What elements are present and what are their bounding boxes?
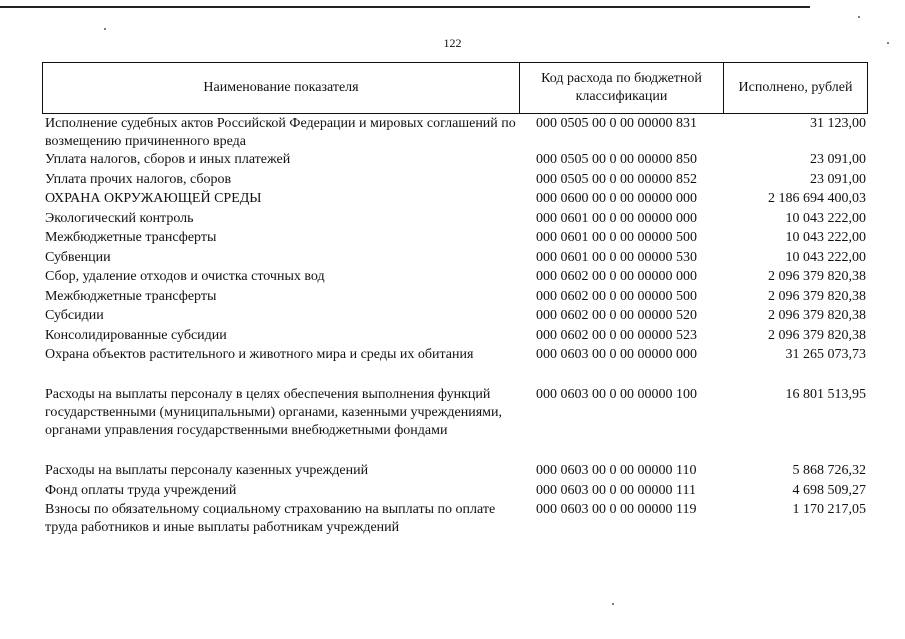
table-row xyxy=(0,171,905,190)
row-amount: 10 043 222,00 xyxy=(785,230,866,245)
row-amount: 2 096 379 820,38 xyxy=(768,289,866,304)
row-name: Охрана объектов растительного и животного мира и среды их обитания xyxy=(45,347,474,362)
header-code: Код расхода по бюджетной классификации xyxy=(520,63,724,113)
row-name: Уплата прочих налогов, сборов xyxy=(45,172,232,187)
table-row xyxy=(0,190,905,210)
scan-speck xyxy=(104,28,106,30)
row-name: ОХРАНА ОКРУЖАЮЩЕЙ СРЕДЫ xyxy=(45,191,262,206)
row-name: Субвенции xyxy=(45,250,111,265)
row-amount: 4 698 509,27 xyxy=(792,483,866,498)
row-amount: 16 801 513,95 xyxy=(785,387,866,402)
row-name: Расходы на выплаты персоналу казенных учреждений xyxy=(45,463,369,478)
table-row xyxy=(0,249,905,268)
row-amount: 2 096 379 820,38 xyxy=(768,308,866,323)
row-code: 000 0601 00 0 00 00000 500 xyxy=(536,230,697,245)
table-row xyxy=(0,115,905,151)
row-code: 000 0600 00 0 00 00000 000 xyxy=(536,191,697,206)
row-code: 000 0602 00 0 00 00000 000 xyxy=(536,269,697,284)
row-code: 000 0505 00 0 00 00000 831 xyxy=(536,116,697,131)
table-row xyxy=(0,482,905,501)
scan-speck xyxy=(858,16,860,18)
row-code: 000 0602 00 0 00 00000 500 xyxy=(536,289,697,304)
row-code: 000 0603 00 0 00 00000 119 xyxy=(536,502,697,517)
row-name: Уплата налогов, сборов и иных платежей xyxy=(45,152,291,167)
scan-speck xyxy=(612,603,614,605)
row-name: Фонд оплаты труда учреждений xyxy=(45,483,237,498)
table-row xyxy=(0,501,905,539)
top-border-line xyxy=(0,6,810,8)
row-amount: 31 265 073,73 xyxy=(785,347,866,362)
table-header xyxy=(42,62,868,114)
row-code: 000 0505 00 0 00 00000 850 xyxy=(536,152,697,167)
table-row xyxy=(0,462,905,482)
row-amount: 31 123,00 xyxy=(810,116,866,131)
row-name: Исполнение судебных актов Российской Федерации и мировых соглашений по возмещению причиненного вреда xyxy=(45,116,516,149)
row-amount: 2 186 694 400,03 xyxy=(768,191,866,206)
row-amount: 2 096 379 820,38 xyxy=(768,328,866,343)
row-name: Консолидированные субсидии xyxy=(45,328,227,343)
row-name: Сбор, удаление отходов и очистка сточных вод xyxy=(45,269,325,284)
row-name: Межбюджетные трансферты xyxy=(45,230,217,245)
row-name: Межбюджетные трансферты xyxy=(45,289,217,304)
row-code: 000 0602 00 0 00 00000 520 xyxy=(536,308,697,323)
table-row xyxy=(0,346,905,386)
row-amount: 23 091,00 xyxy=(810,152,866,167)
page-number: 122 xyxy=(443,36,462,50)
row-amount: 5 868 726,32 xyxy=(792,463,866,478)
table-row xyxy=(0,151,905,171)
row-name: Субсидии xyxy=(45,308,104,323)
row-code: 000 0603 00 0 00 00000 111 xyxy=(536,483,696,498)
row-code: 000 0601 00 0 00 00000 000 xyxy=(536,211,697,226)
row-code: 000 0601 00 0 00 00000 530 xyxy=(536,250,697,265)
row-name: Расходы на выплаты персоналу в целях обеспечения выполнения функций государственными (муниципальными) органами, казенными учреждениями, органами управления государственными внебюджетными фондами xyxy=(45,387,502,438)
header-name: Наименование показателя xyxy=(43,63,520,113)
table-row xyxy=(0,288,905,307)
table-row xyxy=(0,307,905,327)
row-code: 000 0603 00 0 00 00000 000 xyxy=(536,347,697,362)
table-row xyxy=(0,268,905,288)
row-amount: 10 043 222,00 xyxy=(785,250,866,265)
table-row xyxy=(0,327,905,346)
table-body xyxy=(0,115,905,539)
row-amount: 10 043 222,00 xyxy=(785,211,866,226)
header-amount: Исполнено, рублей xyxy=(738,80,853,95)
table-row xyxy=(0,229,905,249)
table-row xyxy=(0,210,905,229)
row-name: Взносы по обязательному социальному страхованию на выплаты по оплате труда работников и иные выплаты работникам учреждений xyxy=(45,502,496,535)
table-row xyxy=(0,386,905,462)
row-code: 000 0505 00 0 00 00000 852 xyxy=(536,172,697,187)
row-amount: 1 170 217,05 xyxy=(792,502,866,517)
row-amount: 23 091,00 xyxy=(810,172,866,187)
row-name: Экологический контроль xyxy=(45,211,194,226)
row-code: 000 0603 00 0 00 00000 110 xyxy=(536,463,697,478)
row-amount: 2 096 379 820,38 xyxy=(768,269,866,284)
row-code: 000 0602 00 0 00 00000 523 xyxy=(536,328,697,343)
row-code: 000 0603 00 0 00 00000 100 xyxy=(536,387,697,402)
